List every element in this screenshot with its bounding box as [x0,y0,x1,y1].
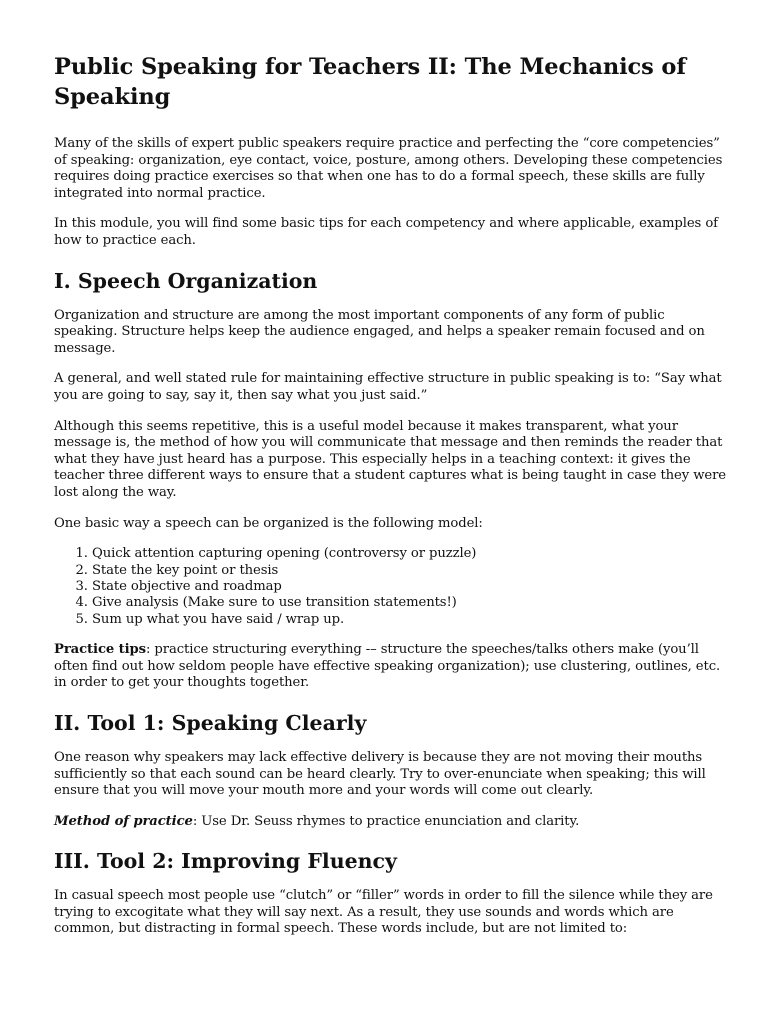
section-heading-organization: I. Speech Organization [54,268,318,293]
method-of-practice-paragraph [54,814,728,831]
method-of-practice-label: Method of practice [54,813,193,829]
section-heading-fluency: III. Tool 2: Improving Fluency [54,849,397,874]
list-item: 2. State the key point or thesis [92,563,728,579]
method-of-practice-text: : Use Dr. Seuss rhymes to practice enunciation and clarity. [192,813,580,829]
practice-tips-label: Practice tips [54,642,146,658]
list-item: 3. State objective and roadmap [92,579,728,595]
list-item: 5. Sum up what you have said / wrap up. [92,612,728,628]
practice-tips-text: : practice structuring everything -– structure the speeches/talks others make (you’ll often find out how seldom people have effective speaking organization); use clustering, outlines, etc. in order to get your thoughts together. [54,642,721,691]
organization-paragraph-3: Although this seems repetitive, this is a useful model because it makes transparent, what your message is, the method of how you will communicate that message and then reminds the reader that what they have just heard has a purpose. This especially helps in a teaching context: it gives the teacher three different ways to ensure that a student captures what is being taught in case they were lost along the way. [54,418,726,500]
speaking-clearly-paragraph: One reason why speakers may lack effective delivery is because they are not moving their mouths sufficiently so that each sound can be heard clearly. Try to over-enunciate when speaking; this will ensure that you will move your mouth more and your words will come out clearly. [54,749,706,799]
practice-tips-paragraph [54,642,728,692]
fluency-paragraph: In casual speech most people use “clutch” or “filler” words in order to fill the silence while they are trying to excogitate what they will say next. As a result, they use sounds and words which are common, but distracting in formal speech. These words include, but are not limited to: [54,888,713,937]
organization-paragraph-1: Organization and structure are among the most important components of any form of public speaking. Structure helps keep the audience engaged, and helps a speaker remain focused and on message. [54,307,705,356]
document-title: Public Speaking for Teachers II: The Mechanics of Speaking [54,54,686,110]
speech-model-list [54,546,728,628]
list-item: 1. Quick attention capturing opening (controversy or puzzle) [92,546,728,562]
section-heading-speaking-clearly: II. Tool 1: Speaking Clearly [54,710,367,735]
intro-paragraph-2: In this module, you will find some basic tips for each competency and where applicable, examples of how to practice each. [54,216,718,248]
organization-paragraph-2: A general, and well stated rule for maintaining effective structure in public speaking is to: “Say what you are going to say, say it, then say what you just said.” [54,371,722,403]
intro-paragraph-1: Many of the skills of expert public speakers require practice and perfecting the “core competencies” of speaking: organization, eye contact, voice, posture, among others. Developing these competencies requires doing practice exercises so that when one has to do a formal speech, these skills are fully integrated into normal practice. [54,136,723,201]
list-item: 4. Give analysis (Make sure to use transition statements!) [92,595,728,611]
organization-paragraph-4: One basic way a speech can be organized is the following model: [54,515,483,531]
